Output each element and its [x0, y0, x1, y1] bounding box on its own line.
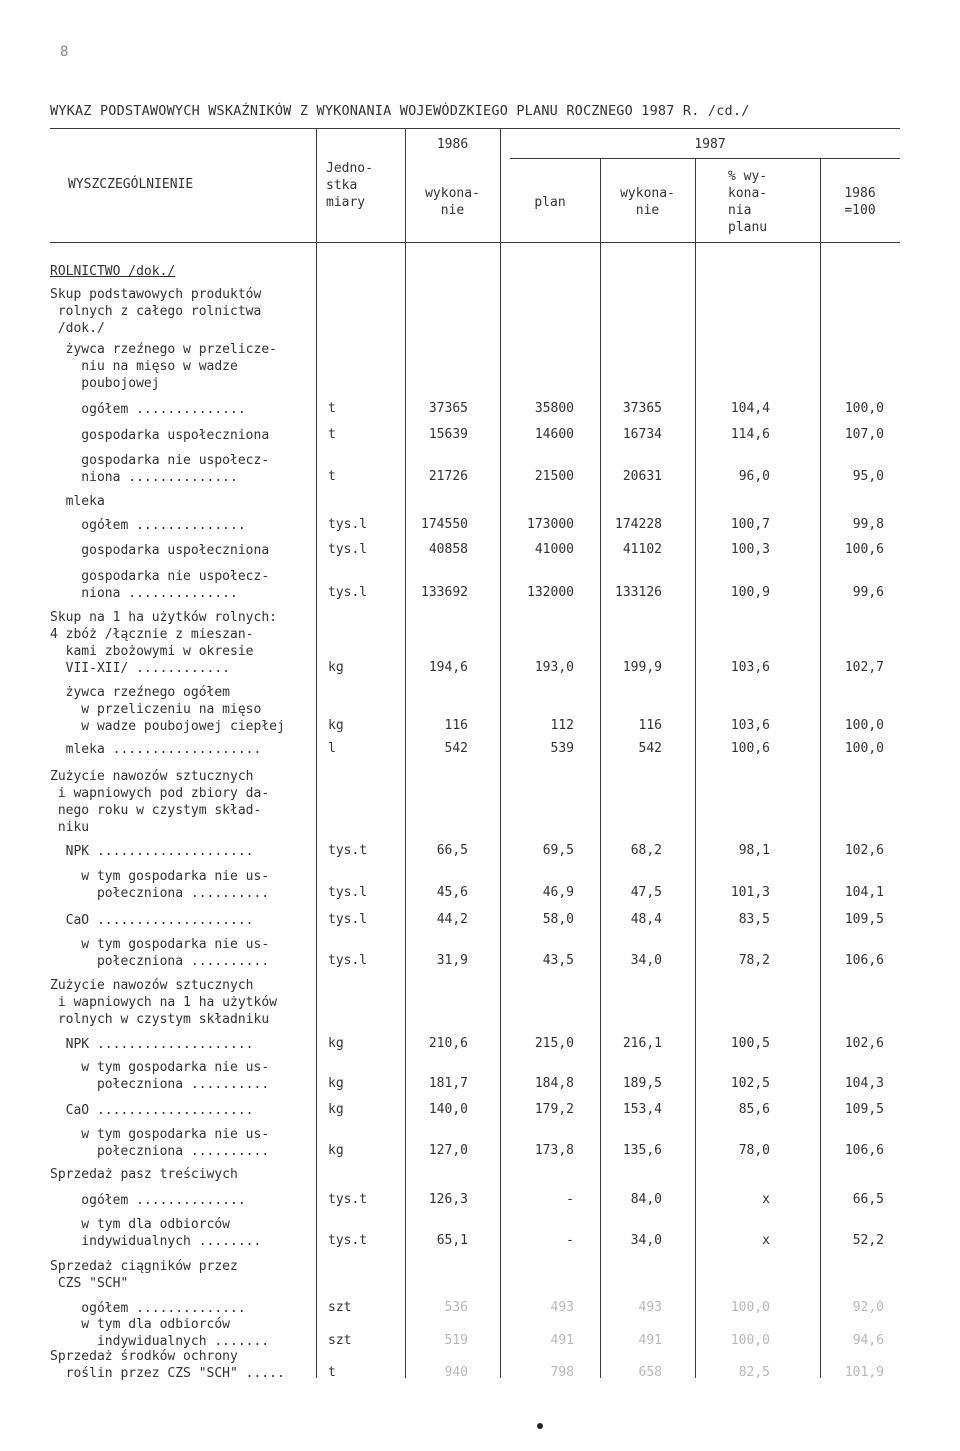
cell-value: 100,7 [730, 517, 770, 532]
cell-value: 34,0 [630, 1233, 662, 1248]
row-unit: kg [328, 1143, 344, 1158]
bullet-mark [537, 1423, 543, 1429]
cell-value: 658 [638, 1365, 662, 1380]
cell-value: 102,6 [844, 1036, 884, 1051]
cell-value: 173000 [527, 517, 574, 532]
cell-value: 135,6 [622, 1143, 662, 1158]
cell-value: 181,7 [428, 1076, 468, 1091]
cell-value: 58,0 [542, 912, 574, 927]
header-year-1987: 1987 [694, 137, 726, 152]
row-label: w tym gospodarka nie us- połeczniona .......... [81, 1127, 270, 1159]
cell-value: 210,6 [428, 1036, 468, 1051]
cell-value: x [762, 1192, 770, 1207]
cell-value: 34,0 [630, 953, 662, 968]
cell-value: 940 [444, 1365, 468, 1380]
row-label: ogółem .............. [50, 402, 246, 417]
header-col-plan: plan [534, 195, 566, 210]
cell-value: 52,2 [852, 1233, 884, 1248]
row-unit: kg [328, 718, 344, 733]
row-unit: l [328, 741, 336, 756]
cell-value: 109,5 [844, 912, 884, 927]
cell-value: 82,5 [738, 1365, 770, 1380]
cell-value: 85,6 [738, 1102, 770, 1117]
cell-value: 133692 [421, 585, 468, 600]
row-unit: szt [328, 1300, 352, 1315]
row-unit: kg [328, 660, 344, 675]
cell-value: 173,8 [534, 1143, 574, 1158]
cell-value: 199,9 [622, 660, 662, 675]
cell-value: 491 [550, 1333, 574, 1348]
cell-value: 153,4 [622, 1102, 662, 1117]
cell-value: 45,6 [436, 885, 468, 900]
cell-value: 100,0 [730, 1300, 770, 1315]
cell-value: 519 [444, 1333, 468, 1348]
cell-value: 106,6 [844, 1143, 884, 1158]
cell-value: 491 [638, 1333, 662, 1348]
row-label: mleka [50, 494, 105, 509]
document-title: WYKAZ PODSTAWOWYCH WSKAŹNIKÓW Z WYKONANIA WOJEWÓDZKIEGO PLANU ROCZNEGO 1987 R. /cd./ [50, 103, 750, 119]
header-col-wykonanie-1987: wykona- nie [620, 186, 675, 218]
cell-value: 98,1 [738, 843, 770, 858]
cell-value: 37365 [622, 401, 662, 416]
cell-value: 193,0 [534, 660, 574, 675]
cell-value: 37365 [428, 401, 468, 416]
column-divider [500, 128, 501, 1378]
cell-value: 102,5 [730, 1076, 770, 1091]
row-label: ogółem .............. [50, 1301, 246, 1316]
year-rule-1987 [510, 158, 900, 159]
cell-value: 78,0 [738, 1143, 770, 1158]
cell-value: 41102 [622, 542, 662, 557]
cell-value: 41000 [534, 542, 574, 557]
cell-value: 16734 [622, 427, 662, 442]
row-label: Sprzedaż pasz treściwych [50, 1167, 238, 1182]
cell-value: 99,6 [852, 585, 884, 600]
cell-value: 542 [444, 741, 468, 756]
row-label: ogółem .............. [50, 518, 246, 533]
cell-value: 114,6 [730, 427, 770, 442]
cell-value: 133126 [615, 585, 662, 600]
cell-value: 100,6 [844, 542, 884, 557]
row-unit: tys.l [328, 585, 368, 600]
cell-value: 96,0 [738, 469, 770, 484]
cell-value: 66,5 [852, 1192, 884, 1207]
row-label: żywca rzeźnego ogółem w przeliczeniu na mięso w wadze poubojowej ciepłej [65, 685, 285, 734]
row-label: w tym gospodarka nie us- połeczniona .......... [81, 937, 270, 969]
row-unit: tys.t [328, 1233, 368, 1248]
row-unit: tys.l [328, 912, 368, 927]
header-col-percent-plan: % wy- kona- nia planu [728, 169, 768, 235]
cell-value: 20631 [622, 469, 662, 484]
cell-value: 102,7 [844, 660, 884, 675]
cell-value: 216,1 [622, 1036, 662, 1051]
cell-value: 84,0 [630, 1192, 662, 1207]
row-label: Zużycie nawozów sztucznych i wapniowych pod zbiory da- nego roku w czystym skład- niku [50, 769, 270, 835]
cell-value: 21500 [534, 469, 574, 484]
row-unit: kg [328, 1036, 344, 1051]
cell-value: 179,2 [534, 1102, 574, 1117]
row-label: CaO .................... [50, 913, 254, 928]
cell-value: 127,0 [428, 1143, 468, 1158]
cell-value: 78,2 [738, 953, 770, 968]
row-unit: tys.l [328, 517, 368, 532]
cell-value: 174228 [615, 517, 662, 532]
row-unit: szt [328, 1333, 352, 1348]
row-label: Sprzedaż ciągników przez CZS "SCH" [50, 1259, 238, 1291]
cell-value: 21726 [428, 469, 468, 484]
cell-value: 536 [444, 1300, 468, 1315]
row-label: Skup na 1 ha użytków rolnych: 4 zbóż /łącznie z mieszan- kami zbożowymi w okresie VII-XII/ ............ [50, 610, 277, 676]
cell-value: x [762, 1233, 770, 1248]
cell-value: 194,6 [428, 660, 468, 675]
cell-value: 83,5 [738, 912, 770, 927]
column-divider [316, 128, 317, 1378]
row-label: gospodarka uspołeczniona [50, 543, 270, 558]
cell-value: 68,2 [630, 843, 662, 858]
cell-value: 48,4 [630, 912, 662, 927]
cell-value: 14600 [534, 427, 574, 442]
cell-value: 100,5 [730, 1036, 770, 1051]
cell-value: 104,3 [844, 1076, 884, 1091]
cell-value: 44,2 [436, 912, 468, 927]
cell-value: 100,0 [844, 741, 884, 756]
cell-value: 47,5 [630, 885, 662, 900]
cell-value: 99,8 [852, 517, 884, 532]
cell-value: 101,3 [730, 885, 770, 900]
row-label: NPK .................... [50, 844, 254, 859]
row-label: gospodarka uspołeczniona [50, 428, 270, 443]
cell-value: 46,9 [542, 885, 574, 900]
cell-value: 100,6 [730, 741, 770, 756]
header-description: WYSZCZEGÓLNIENIE [68, 177, 194, 192]
row-label: w tym dla odbiorców indywidualnych ....... [81, 1317, 270, 1349]
row-label: gospodarka nie uspołecz- niona .............. [81, 453, 270, 485]
header-unit: Jedno- stka miary [326, 161, 373, 210]
row-label: ogółem .............. [50, 1193, 246, 1208]
cell-value: 104,4 [730, 401, 770, 416]
row-label: gospodarka nie uspołecz- niona .............. [81, 569, 270, 601]
cell-value: 100,0 [730, 1333, 770, 1348]
row-label: Sprzedaż środków ochrony roślin przez CZS "SCH" ..... [50, 1349, 285, 1381]
header-bottom-rule [50, 242, 900, 243]
header-col-index-1986: 1986 =100 [844, 186, 876, 218]
cell-value: 493 [550, 1300, 574, 1315]
cell-value: 66,5 [436, 843, 468, 858]
cell-value: 107,0 [844, 427, 884, 442]
cell-value: 103,6 [730, 718, 770, 733]
cell-value: 100,0 [844, 401, 884, 416]
header-col-wykonanie-1986: wykona- nie [425, 186, 480, 218]
cell-value: 116 [444, 718, 468, 733]
cell-value: 106,6 [844, 953, 884, 968]
row-unit: t [328, 469, 336, 484]
row-unit: t [328, 1365, 336, 1380]
cell-value: 100,0 [844, 718, 884, 733]
cell-value: 109,5 [844, 1102, 884, 1117]
cell-value: 539 [550, 741, 574, 756]
header-year-1986: 1986 [436, 137, 469, 152]
cell-value: 101,9 [844, 1365, 884, 1380]
cell-value: 92,0 [852, 1300, 884, 1315]
row-unit: tys.l [328, 542, 368, 557]
row-label: CaO .................... [50, 1103, 254, 1118]
row-label: Zużycie nawozów sztucznych i wapniowych na 1 ha użytków rolnych w czystym składniku [50, 978, 277, 1027]
cell-value: 40858 [428, 542, 468, 557]
cell-value: 542 [638, 741, 662, 756]
cell-value: 184,8 [534, 1076, 574, 1091]
cell-value: 31,9 [436, 953, 468, 968]
cell-value: - [566, 1192, 574, 1207]
cell-value: - [566, 1233, 574, 1248]
row-unit: tys.l [328, 953, 368, 968]
cell-value: 116 [638, 718, 662, 733]
cell-value: 189,5 [622, 1076, 662, 1091]
cell-value: 100,9 [730, 585, 770, 600]
cell-value: 132000 [527, 585, 574, 600]
row-unit: t [328, 401, 336, 416]
cell-value: 43,5 [542, 953, 574, 968]
column-divider [695, 158, 696, 1378]
row-label: w tym dla odbiorców indywidualnych ........ [81, 1217, 262, 1249]
cell-value: 35800 [534, 401, 574, 416]
row-label: żywca rzeźnego w przelicze- niu na mięso w wadze poubojowej [65, 342, 277, 391]
row-unit: tys.t [328, 1192, 368, 1207]
cell-value: 104,1 [844, 885, 884, 900]
page-number: 8 [60, 44, 69, 60]
cell-value: 94,6 [852, 1333, 884, 1348]
cell-value: 493 [638, 1300, 662, 1315]
cell-value: 103,6 [730, 660, 770, 675]
cell-value: 126,3 [428, 1192, 468, 1207]
row-label: ROLNICTWO /dok./ [50, 264, 176, 279]
cell-value: 215,0 [534, 1036, 574, 1051]
table-top-rule [50, 128, 900, 129]
row-label: Skup podstawowych produktów rolnych z całego rolnictwa /dok./ [50, 287, 262, 336]
cell-value: 112 [550, 718, 574, 733]
row-unit: t [328, 427, 336, 442]
row-unit: tys.t [328, 843, 368, 858]
row-label: NPK .................... [50, 1037, 254, 1052]
cell-value: 69,5 [542, 843, 574, 858]
row-unit: kg [328, 1076, 344, 1091]
row-unit: tys.l [328, 885, 368, 900]
cell-value: 174550 [421, 517, 468, 532]
row-label: w tym gospodarka nie us- połeczniona .......... [81, 1060, 270, 1092]
row-label: w tym gospodarka nie us- połeczniona .......... [81, 869, 270, 901]
cell-value: 798 [550, 1365, 574, 1380]
cell-value: 95,0 [852, 469, 884, 484]
row-label: mleka ................... [50, 742, 262, 757]
cell-value: 65,1 [436, 1233, 468, 1248]
cell-value: 100,3 [730, 542, 770, 557]
cell-value: 15639 [428, 427, 468, 442]
cell-value: 140,0 [428, 1102, 468, 1117]
cell-value: 102,6 [844, 843, 884, 858]
row-unit: kg [328, 1102, 344, 1117]
